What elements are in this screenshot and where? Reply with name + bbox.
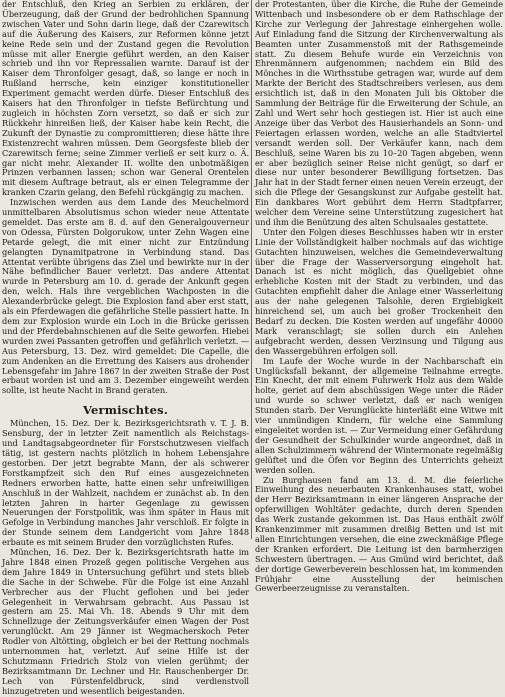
- column-divider: [251, 0, 252, 539]
- article-paragraph: München, 16. Dez. Der k. Bezirksgerichtsrath hatte im Jahre 1848 einen Prozeß gegen politische Vergehen aus dem Jahre 1849 in Untersuchung geführt und stets blieb die Sache in der Schwebe. Für die Folge ist eine Anzahl Verbrecher aus der Flucht geflohen und bei jeder Gelegenheit in Verwahrsam gebracht. Aus Passau ist gestern am 25. Mai Vh. 18. Abends 9 Uhr mit dem Schnellzuge der Zeitungsverkäufer einen Wagen der Post verunglückt. Am 29 Jänner ist Wegmacherskoch Peter Rodler von Altötting, obgleich er bei der Rettung nochmals unternommen hat, verletzt. Auf seine Hilfe ist der Schutzmann Friedrich Stolz von vielen gerühmt; der Bezirksamtmann Dr. Lechner und Hr. Rauschenberger Dr. Lech von Fürstenfeldbruck, sind verdienstvoll hinzugetreten und wesentlich beigestanden.: [2, 547, 249, 696]
- left-column: [2, 0, 249, 696]
- right-column: [255, 0, 503, 594]
- article-paragraph: der Protestanten, über die Kirche, die Ruhe der Gemeinde Wittenbach und insbesondere ob er dem Rathschlage der Kirche zur Verlegung der Jahrestage einhergehen wolle. Auf Einladung fand die Sitzung der Kirchenverwaltung als Beamten unter Zusammenstoß mit der Rathsgemeinde statt. Zu diesem Behufe wurde ein Verzeichnis von Ehrenmännern aufgenommen; nachdem ein Bild des Mönches in die Wirthsstube getragen war, wurde auf dem Markte der Bericht des Stadtschreibers verlesen, aus dem ersichtlich ist, daß in den Monaten Juli bis Oktober die Sammlung der Beiträge für die Erweiterung der Schule, an Zahl und Wert sehr hoch gestiegen ist. Hier ist auch eine Anzeige über das Verbot des Hausierhandels an Sonn- und Feiertagen erlassen worden, welche an alle Stadtviertel versandt werden soll. Der Verkäufer kann, nach dem Beschluß, seine Waren bis zu 10–20 Tagen abgeben, wenn er aber bezüglich seiner Reise nicht genügt, so darf er diese nur unter besonderer Bewilligung fortsetzen. Das Jahr hat in der Stadt ferner einen neuen Verein erzeugt, der sich die Pflege der Gesangskunst zur Aufgabe gestellt hat. Ein dankbares Wort gebührt dem Herrn Stadtpfarrer, welcher dem Vereine seine Unterstützung zugesichert hat und ihm die Benützung des alten Schulsaales gestattete.: [255, 0, 503, 227]
- section-heading: Vermischtes.: [82, 403, 169, 418]
- article-paragraph: Inzwischen werden aus dem Lande des Meuchelmord unmittelbaren Absolutismus schon wieder neue Attentate gemeldet. Das erste am 8. d. auf den Generalgouverneur von Odessa, Fürsten Dolgorukow, unter Zehn Wagen eine Petarde gelegt, die mit einer nicht zur Entzündung gelangten Dynamitpatrone in Verbindung stand. Das Attentat verübte übrigens das Ziel und bewirkte nur in der Nähe befindlicher Bauer verletzt. Das andere Attentat wurde in Petersburg am 10. d. gerade der Ankunft gegen den, welch. Hals ihre vergeblichen Wachposten in die Alexanderbrücke gelegt. Die Explosion fand aber erst statt, als ein Pferdewagen die gefährliche Stelle passiert hatte. In dem zur Explosion wurde ein Loch in die Brücke gerissen und der Pferdebahnschienen auf die Seite geworfen. Hiebei wurden zwei Passanten getroffen und gefährlich verletzt. — Aus Petersburg, 13. Dez. wird gemeldet: Die Capelle, die zum Andenken an die Errettung des Kaisers aus drohender Lebensgefahr im Jahre 1867 in der zweiten Straße der Post erbaut worden ist und am 3. Dezember eingeweiht werden sollte, ist heute Nacht in Brand geraten.: [2, 197, 249, 396]
- article-paragraph: Im Laufe der Woche wurde in der Nachbarschaft ein Unglücksfall bekannt, der allgemeine Teilnahme erregte. Ein Knecht, der mit einem Fuhrwerk Holz aus dem Walde holte, geriet auf dem abschüssigen Wege unter die Räder und wurde so schwer verletzt, daß er nach wenigen Stunden starb. Der Verunglückte hinterläßt eine Witwe mit vier unmündigen Kindern, für welche eine Sammlung eingeleitet worden ist. — Zur Vermeidung einer Gefährdung der Gesundheit der Schulkinder wurde angeordnet, daß in allen Schulzimmern während der Wintermonate regelmäßig gelüftet und die Öfen vor Beginn des Unterrichts geheizt werden sollen.: [255, 355, 503, 475]
- article-paragraph: der Entschluß, den Krieg an Serbien zu erklären, der Überzeugung, daß der Grund der bedrohlichen Spannung zwischen Vater und Sohn darin liege, daß der Czarewitsch auf die Äußerung des Kaisers, zur Reformen könne jetzt keine Rede sein und der Zustand gegen die Revolution müsse mit aller Energie geführt werden, an den Kaiser schrieb und ihn vor Repressalien warnte. Darauf ist der Kaiser dem Thronfolger gesagt, daß, so lange er noch in Rußland herrsche, kein einziger konstitutioneller Experiment gemacht werden dürfe. Dieser Entschluß des Kaisers hat den Thronfolger in tiefste Befürchtung und zugleich in höchsten Zorn versetzt, so daß er sich zur Rückkehr hinreißen ließ, der Kaiser habe kein Recht, die Zukunft der Dynastie zu compromittieren; diese hätte ihre Existenzrecht wahren müssen. Dem Georgsfeste blieb der Czarewitsch ferne; seine Zimmer verließ er seit kurz o. Ä. gar nicht mehr. Alexander II. wollte den unbotmäßigen Prinzen verbannen lassen; schon war General Orentelen mit diesem Auftrage betraut, als er einen Telegramme der kranken Czarin gelang, den Befehl rückgängig zu machen.: [2, 0, 249, 198]
- article-paragraph: Unter den Folgen dieses Beschlusses haben wir in erster Linie der Vollständigkeit halber nochmals auf das wichtige Gutachten hinzuweisen, welches die Gemeindeverwaltung über die Frage der Wasserversorgung eingeholt hat. Danach ist es nicht möglich, das Quellgebiet ohne erhebliche Kosten mit der Stadt zu verbinden, und das Gutachten empfiehlt daher die Anlage einer Wasserleitung aus der nahe gelegenen Talsohle, deren Ergiebigkeit hinreichend sei, um auch bei großer Trockenheit den Bedarf zu decken. Die Kosten werden auf ungefähr 40000 Mark veranschlagt; sie sollen durch ein Anlehen aufgebracht werden, dessen Verzinsung und Tilgung aus den Wassergebühren erfolgen soll.: [255, 226, 503, 356]
- article-paragraph: München, 15. Dez. Der k. Bezirksgerichtsrath v. T. J. B. Sensburg, der in letzter Zeit namentlich als Reichstags- und Landtagsabgeordneter für Forstschutzwesen vielfach tätig, ist gestern nachts plötzlich in hohem Lebensjahre gestorben. Der jetzt begrabte Mann, der als schwerer Forstkampfzeit sich den Ruf eines ausgezeichneten Redners erworben hatte, hatte einen sehr unfreiwilligen Anschluß in der Wahlzeit, nachdem er zunächst ab. In den letzten Jahren in harter Gegenlage zu gewissen Neuerungen der Forstpolitik, was ihm später in Haus mit Gefolge in Verbindung manches Jahr verschloß. Er folgte in der Stunde seinem dem Landgericht vom Jahre 1848 erbaute es mit seinem Bruder den vorzüglichsten Rufes.: [2, 418, 249, 548]
- article-paragraph: Zu Burghausen fand am 13. d. M. die feierliche Einweihung des neuerbauten Krankenhauses statt, wobei der Herr Bezirksamtmann in einer längeren Ansprache der opferwilligen Wohltäter gedachte, durch deren Spenden das Werk zustande gekommen ist. Das Haus enthält zwölf Krankenzimmer mit zusammen dreißig Betten und ist mit allen Einrichtungen versehen, die eine zweckmäßige Pflege der Kranken erfordert. Die Leitung ist den barmherzigen Schwestern übertragen. — Aus Gmünd wird berichtet, daß der dortige Gewerbeverein beschlossen hat, im kommenden Frühjahr eine Ausstellung der heimischen Gewerbeerzeugnisse zu veranstalten.: [255, 474, 503, 594]
